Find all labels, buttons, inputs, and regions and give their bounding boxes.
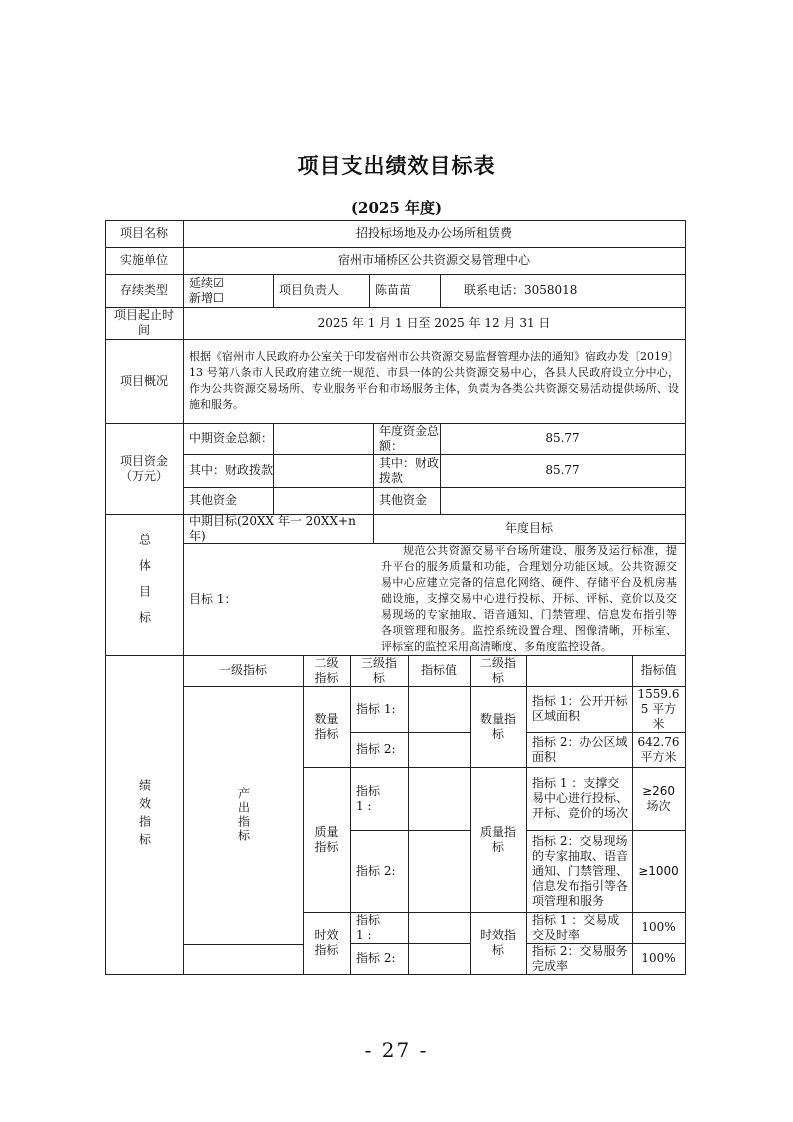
mid-fiscal-label: 其中：财政拨款 bbox=[189, 463, 274, 477]
unit-value: 宿州市埇桥区公共资源交易管理中心 bbox=[337, 253, 530, 267]
page-title: 项目支出绩效目标表 bbox=[297, 154, 496, 178]
year-goal-text: 规范公共资源交易平台场所建设、服务及运行标准，提升平台的服务质量和功能，合理划分功能区域。公共资源交易中心应建立完备的信息化网络、硬件、存储平台及机房基础设施，支撑交易中心进行投标、开标、评标、竞价以及交易现场的专家抽取、语音通知、门禁管理、信息发布指引等各项管理和服务。监控系统设置合理、图像清晰，开标室、评标室的监控采用高清晰度、多角度监控设备。 bbox=[381, 544, 677, 653]
year-goal-header: 年度目标 bbox=[504, 521, 553, 535]
quality-1-left: 指标 1 : bbox=[356, 783, 381, 813]
quantity-2-desc: 指标 2：办公区域面积 bbox=[532, 734, 628, 764]
quantity-label-b: 数量指标 bbox=[479, 711, 516, 741]
unit-label: 实施单位 bbox=[119, 253, 168, 267]
time-label-b: 时效指标 bbox=[479, 928, 516, 957]
period-label: 项目起止时间 bbox=[113, 308, 174, 337]
mid-goal-text: 目标 1： bbox=[189, 591, 237, 606]
quality-label: 质量指标 bbox=[314, 824, 339, 854]
time-2-value: 100% bbox=[641, 951, 676, 965]
quality-2-left: 指标 2: bbox=[356, 863, 396, 878]
time-2-desc: 指标 2：交易服务完成率 bbox=[532, 943, 628, 973]
time-1-desc: 指标 1 ：交易成交及时率 bbox=[532, 912, 620, 942]
type-label: 存续类型 bbox=[119, 283, 168, 297]
project-name-label: 项目名称 bbox=[119, 226, 168, 240]
type-continue-checkbox: 延续☑ bbox=[189, 275, 224, 290]
quantity-1-desc: 指标 1：公开开标区域面积 bbox=[532, 694, 628, 723]
mid-goal-header: 中期目标(20XX 年一 20XX+n 年) bbox=[189, 513, 356, 543]
quantity-1-left: 指标 1: bbox=[356, 701, 396, 716]
header-value: 指标值 bbox=[420, 663, 457, 677]
header-level3: 三级指标 bbox=[360, 655, 397, 685]
type-options bbox=[183, 274, 273, 307]
overview-text: 根据《宿州市人民政府办公室关于印发宿州市公共资源交易监督管理办法的通知》宿政办发〔2019〕13 号第八条市人民政府建立统一规范、市县一体的公共资源交易中心，各县人民政府设立分中心，作为公共资源交易场所、专业服务平台和市场服务主体，负责为各类公共资源交易活动提供场所、设施和服务。 bbox=[189, 350, 679, 411]
output-indicator-label: 产出指标 bbox=[236, 787, 251, 843]
page-subtitle: (2025 年度) bbox=[350, 199, 443, 217]
year-fiscal-value: 85.77 bbox=[545, 463, 580, 477]
quantity-2-value: 642.76 平方米 bbox=[637, 734, 680, 764]
mid-other-label: 其他资金 bbox=[189, 493, 238, 507]
header-level2: 二级指标 bbox=[314, 655, 339, 685]
period-value: 2025 年 1 月 1 日至 2025 年 12 月 31 日 bbox=[317, 315, 551, 330]
mid-total-label: 中期资金总额： bbox=[189, 431, 274, 445]
goals-label: 总体目标 bbox=[137, 532, 152, 637]
quality-2-desc: 指标 2：交易现场的专家抽取、语音通知、门禁管理、信息发布指引等各项管理和服务 bbox=[532, 833, 629, 908]
quality-1-desc: 指标 1 ：支撑交易中心进行投标、开标、竞价的场次 bbox=[532, 776, 629, 820]
header-value-b: 指标值 bbox=[640, 663, 677, 677]
project-name-value: 招投标场地及办公场所租赁费 bbox=[355, 226, 512, 240]
funds-label: 项目资金（万元） bbox=[119, 453, 168, 483]
type-new-checkbox: 新增☐ bbox=[189, 290, 224, 305]
year-total-label: 年度资金总额： bbox=[379, 423, 440, 453]
year-total-value: 85.77 bbox=[545, 431, 580, 445]
time-2-left: 指标 2: bbox=[356, 951, 396, 965]
phone-value: 联系电话：3058018 bbox=[464, 283, 578, 297]
quality-label-b: 质量指标 bbox=[479, 824, 516, 854]
header-level1: 一级指标 bbox=[218, 663, 267, 677]
quantity-1-value: 1559.65 平方米 bbox=[637, 686, 680, 731]
time-1-value: 100% bbox=[641, 920, 676, 934]
year-fiscal-label: 其中：财政拨款 bbox=[379, 455, 440, 485]
time-1-left: 指标 1 : bbox=[356, 912, 381, 942]
page-number: - 27 - bbox=[364, 1038, 429, 1062]
owner-label: 项目负责人 bbox=[279, 283, 340, 297]
indicators-label: 绩效指标 bbox=[137, 778, 152, 851]
header-level2-b: 二级指标 bbox=[479, 655, 516, 685]
time-label: 时效指标 bbox=[314, 928, 339, 957]
quality-2-value: ≥1000 bbox=[638, 863, 679, 878]
year-other-label: 其他资金 bbox=[379, 493, 428, 507]
owner-value: 陈苗苗 bbox=[375, 283, 412, 297]
quantity-label: 数量指标 bbox=[314, 711, 339, 741]
quantity-2-left: 指标 2: bbox=[356, 742, 396, 756]
quality-1-value: ≥260 场次 bbox=[642, 783, 675, 813]
overview-label: 项目概况 bbox=[119, 373, 168, 388]
